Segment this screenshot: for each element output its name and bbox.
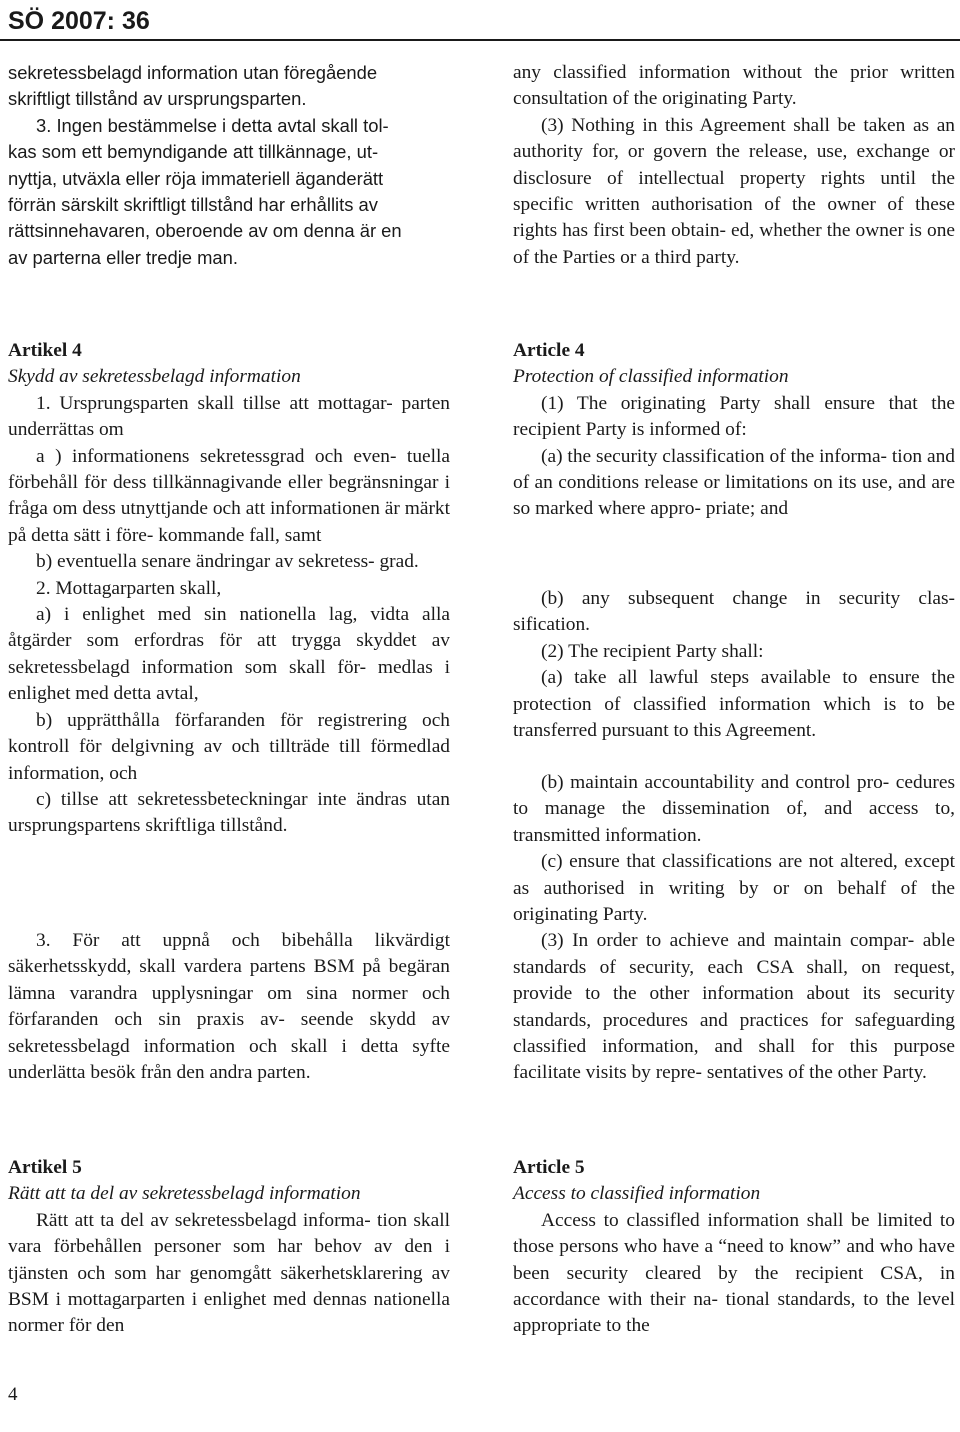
left-intro-line: nyttja, utväxla eller röja immateriell äganderätt (8, 167, 384, 189)
paragraph: a ) informationens sekretessgrad och even- tuella förbehåll för dess tillkännagivande eller begränsningar i fråga om dess utnyttjande och att informationen är märkt på detta sätt i före- kommande fall, samt (8, 445, 450, 546)
article-subtitle: Protection of classified information (513, 366, 789, 388)
paragraph: 3. För att uppnå och bibehålla likvärdigt säkerhetsskydd, skall vardera partens BSM på begäran lämna varandra upplysningar om sina normer och förfaranden och sin praxis av- seende skydd av sekretessbelagd information och skall i detta syfte underlätta besök från den andra parten. (8, 930, 450, 1084)
paragraph: b) upprätthålla förfaranden för registrering och kontroll för delgivning av och tillträde till förmedlad information, och (8, 709, 450, 784)
left-intro (8, 60, 450, 271)
paragraph: any classified information without the prior written consultation of the originating Party. (513, 62, 955, 110)
paragraph: (1) The originating Party shall ensure that the recipient Party is informed of: (513, 392, 955, 441)
right-article-4 (513, 338, 955, 523)
article-subtitle: Skydd av sekretessbelagd information (8, 366, 301, 388)
left-intro-line: förrän särskilt skriftligt tillstånd har erhållits av (8, 194, 378, 216)
right-article-4-b (513, 586, 955, 744)
paragraph: 2. Mottagarparten skall, (36, 577, 222, 599)
page-header: SÖ 2007: 36 (8, 7, 150, 35)
article-subtitle: Access to classified information (513, 1183, 761, 1205)
paragraph: c) tillse att sekretessbeteckningar inte ändras utan ursprungspartens skriftliga tillstånd. (8, 788, 450, 837)
paragraph: (2) The recipient Party shall: (541, 640, 764, 662)
left-article-5 (8, 1155, 450, 1340)
article-heading: Artikel 5 (8, 1157, 82, 1178)
right-intro (513, 60, 955, 271)
page-number: 4 (8, 1384, 18, 1405)
paragraph: (a) take all lawful steps available to ensure the protection of classified information which is to be transferred pursuant to this Agreement. (513, 667, 955, 742)
paragraph: Rätt att ta del av sekretessbelagd informa- tion skall vara förbehållen personer som har behov av den i tjänsten och som har genomgått säkerhetsklarering av BSM i mottagarparten i enlighet med dennas nationella normer för den (8, 1209, 450, 1337)
paragraph: (3) Nothing in this Agreement shall be taken as an authority for, or govern the release, use, exchange or disclosure of intellectual property rights until the specific written authorisation of the owner of these rights has first been obtain- ed, whether the owner is one of the Parties or a third party. (513, 114, 955, 268)
paragraph: b) eventuella senare ändringar av sekretess- grad. (36, 551, 419, 573)
left-article-4 (8, 338, 450, 840)
paragraph: (3) In order to achieve and maintain compar- able standards of security, each CSA shall, on request, provide to the other information about its security standards, procedures and practices for safeguarding classified information, and shall for this purpose facilitate visits by repre- sentatives of the other Party. (513, 930, 955, 1084)
left-intro-line: rättsinnehavaren, oberoende av om denna är en (8, 220, 402, 242)
article-heading: Artikel 4 (8, 340, 82, 361)
article-heading: Article 4 (513, 340, 585, 361)
left-intro-line: skriftligt tillstånd av ursprungsparten. (8, 88, 307, 110)
paragraph: (a) the security classification of the informa- tion and of an conditions release or limitations on its use, and are so marked where appro- priate; and (513, 445, 955, 520)
paragraph: Access to classifled information shall be limited to those persons who have a “need to know” and who have been security cleared by the recipient CSA, in accordance with their na- tional standards, to the level appropriate to the (513, 1209, 955, 1337)
left-intro-line: 3. Ingen bestämmelse i detta avtal skall tol- (36, 114, 389, 136)
paragraph: (c) ensure that classifications are not altered, except as authorised in writing by or on behalf of the originating Party. (513, 851, 955, 926)
left-intro-line: kas som ett bemyndigande att tillkännage, ut- (8, 141, 379, 163)
left-intro-line: av parterna eller tredje man. (8, 246, 238, 268)
paragraph: 1. Ursprungsparten skall tillse att mottagar- parten underrättas om (8, 392, 450, 441)
header-rule (0, 39, 960, 41)
left-intro-line: sekretessbelagd information utan föregående (8, 62, 378, 83)
article-subtitle: Rätt att ta del av sekretessbelagd information (8, 1183, 361, 1205)
paragraph: (b) any subsequent change in security clas- sification. (513, 588, 955, 636)
paragraph: (b) maintain accountability and control pro- cedures to manage the dissemination of, and access to, transmitted information. (513, 772, 955, 846)
left-article-4-cont (8, 928, 450, 1086)
article-heading: Article 5 (513, 1157, 585, 1178)
right-article-4-c (513, 770, 955, 1087)
paragraph: a) i enlighet med sin nationella lag, vidta alla åtgärder som erfordras för att trygga skyddet av sekretessbelagd information som skall för- medlas i enlighet med detta avtal, (8, 604, 450, 705)
right-article-5 (513, 1155, 955, 1340)
